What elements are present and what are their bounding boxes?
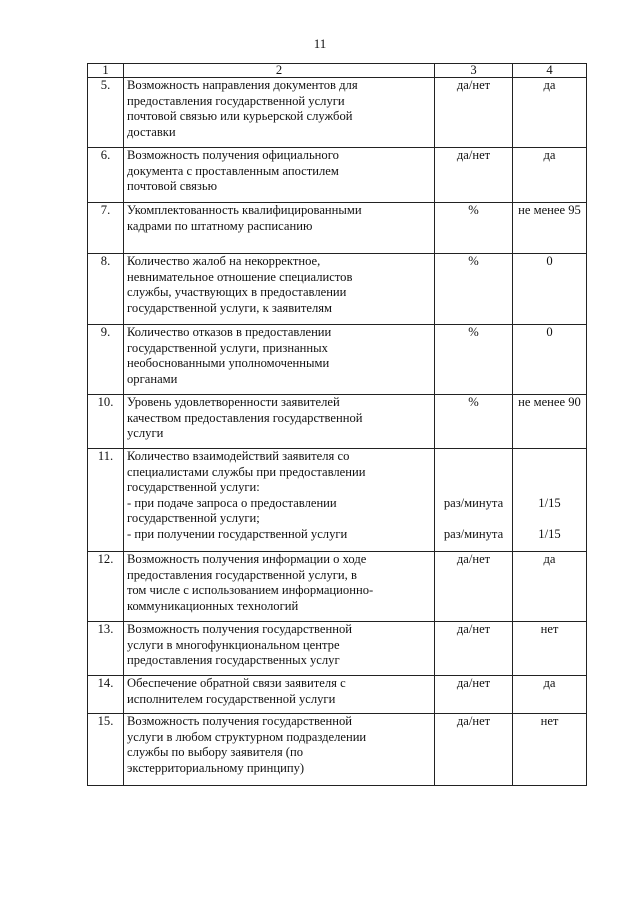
- row-value: да: [513, 552, 587, 622]
- row-number: 15.: [88, 714, 124, 786]
- row-unit: %: [435, 203, 513, 254]
- table-row: [88, 325, 587, 395]
- row-value: нет: [513, 714, 587, 786]
- row-number: 11.: [88, 449, 124, 552]
- row-unit: %: [435, 395, 513, 449]
- row-unit: да/нет: [435, 714, 513, 786]
- table-row: [88, 148, 587, 203]
- row-value: да: [513, 78, 587, 148]
- table-row: [88, 254, 587, 325]
- row-unit: да/нет: [435, 148, 513, 203]
- row-number: 12.: [88, 552, 124, 622]
- row-number: 6.: [88, 148, 124, 203]
- row-value: не менее 90: [513, 395, 587, 449]
- table-row: [88, 449, 587, 552]
- row-description: Обеспечение обратной связи заявителя с исполнителем государственной услуги: [124, 676, 435, 714]
- row-value: 0: [513, 254, 587, 325]
- row-description: Возможность получения государственной услуги в многофункциональном центре предоставления государственных услуг: [124, 622, 435, 676]
- row-description: Возможность получения официального документа с проставленным апостилем почтовой связью: [124, 148, 435, 203]
- row-description: Возможность получения государственной услуги в любом структурном подразделении службы по выбору заявителя (по экстерриториальному принципу): [124, 714, 435, 786]
- row-number: 9.: [88, 325, 124, 395]
- row-value: не менее 95: [513, 203, 587, 254]
- row-description: Количество взаимодействий заявителя со специалистами службы при предоставлении государственной услуги: - при подаче запроса о предоставлении государственной услуги; - при получении государственной услуги: [124, 449, 435, 552]
- row-number: 13.: [88, 622, 124, 676]
- table-row: [88, 203, 587, 254]
- table-row: [88, 552, 587, 622]
- page-number: 11: [313, 36, 327, 51]
- row-value: да: [513, 676, 587, 714]
- row-unit: %: [435, 325, 513, 395]
- row-value: 0: [513, 325, 587, 395]
- row-value: да: [513, 148, 587, 203]
- table-row: [88, 395, 587, 449]
- row-description: Количество отказов в предоставлении государственной услуги, признанных необоснованными уполномоченными органами: [124, 325, 435, 395]
- row-description: Уровень удовлетворенности заявителей качеством предоставления государственной услуги: [124, 395, 435, 449]
- header-cell-1: 1: [88, 64, 124, 78]
- header-cell-2: 2: [124, 64, 435, 78]
- table-row: [88, 714, 587, 786]
- table-row: [88, 78, 587, 148]
- row-description: Укомплектованность квалифицированными кадрами по штатному расписанию: [124, 203, 435, 254]
- row-description: Возможность получения информации о ходе предоставления государственной услуги, в том числе с использованием информационно- коммуникационных технологий: [124, 552, 435, 622]
- indicators-table: [87, 63, 587, 786]
- table-header-row: [88, 64, 587, 78]
- row-number: 10.: [88, 395, 124, 449]
- row-description: Количество жалоб на некорректное, невнимательное отношение специалистов службы, участвующих в предоставлении государственной услуги, к заявителям: [124, 254, 435, 325]
- row-value: нет: [513, 622, 587, 676]
- row-unit: да/нет: [435, 78, 513, 148]
- row-unit: да/нет: [435, 622, 513, 676]
- row-unit: раз/минута раз/минута: [435, 449, 513, 552]
- row-number: 14.: [88, 676, 124, 714]
- header-cell-4: 4: [513, 64, 587, 78]
- row-unit: да/нет: [435, 676, 513, 714]
- row-value: 1/15 1/15: [513, 449, 587, 552]
- header-cell-3: 3: [435, 64, 513, 78]
- row-number: 7.: [88, 203, 124, 254]
- row-unit: да/нет: [435, 552, 513, 622]
- row-number: 5.: [88, 78, 124, 148]
- row-description: Возможность направления документов для предоставления государственной услуги почтовой связью или курьерской службой доставки: [124, 78, 435, 148]
- table-row: [88, 622, 587, 676]
- row-number: 8.: [88, 254, 124, 325]
- table-row: [88, 676, 587, 714]
- row-unit: %: [435, 254, 513, 325]
